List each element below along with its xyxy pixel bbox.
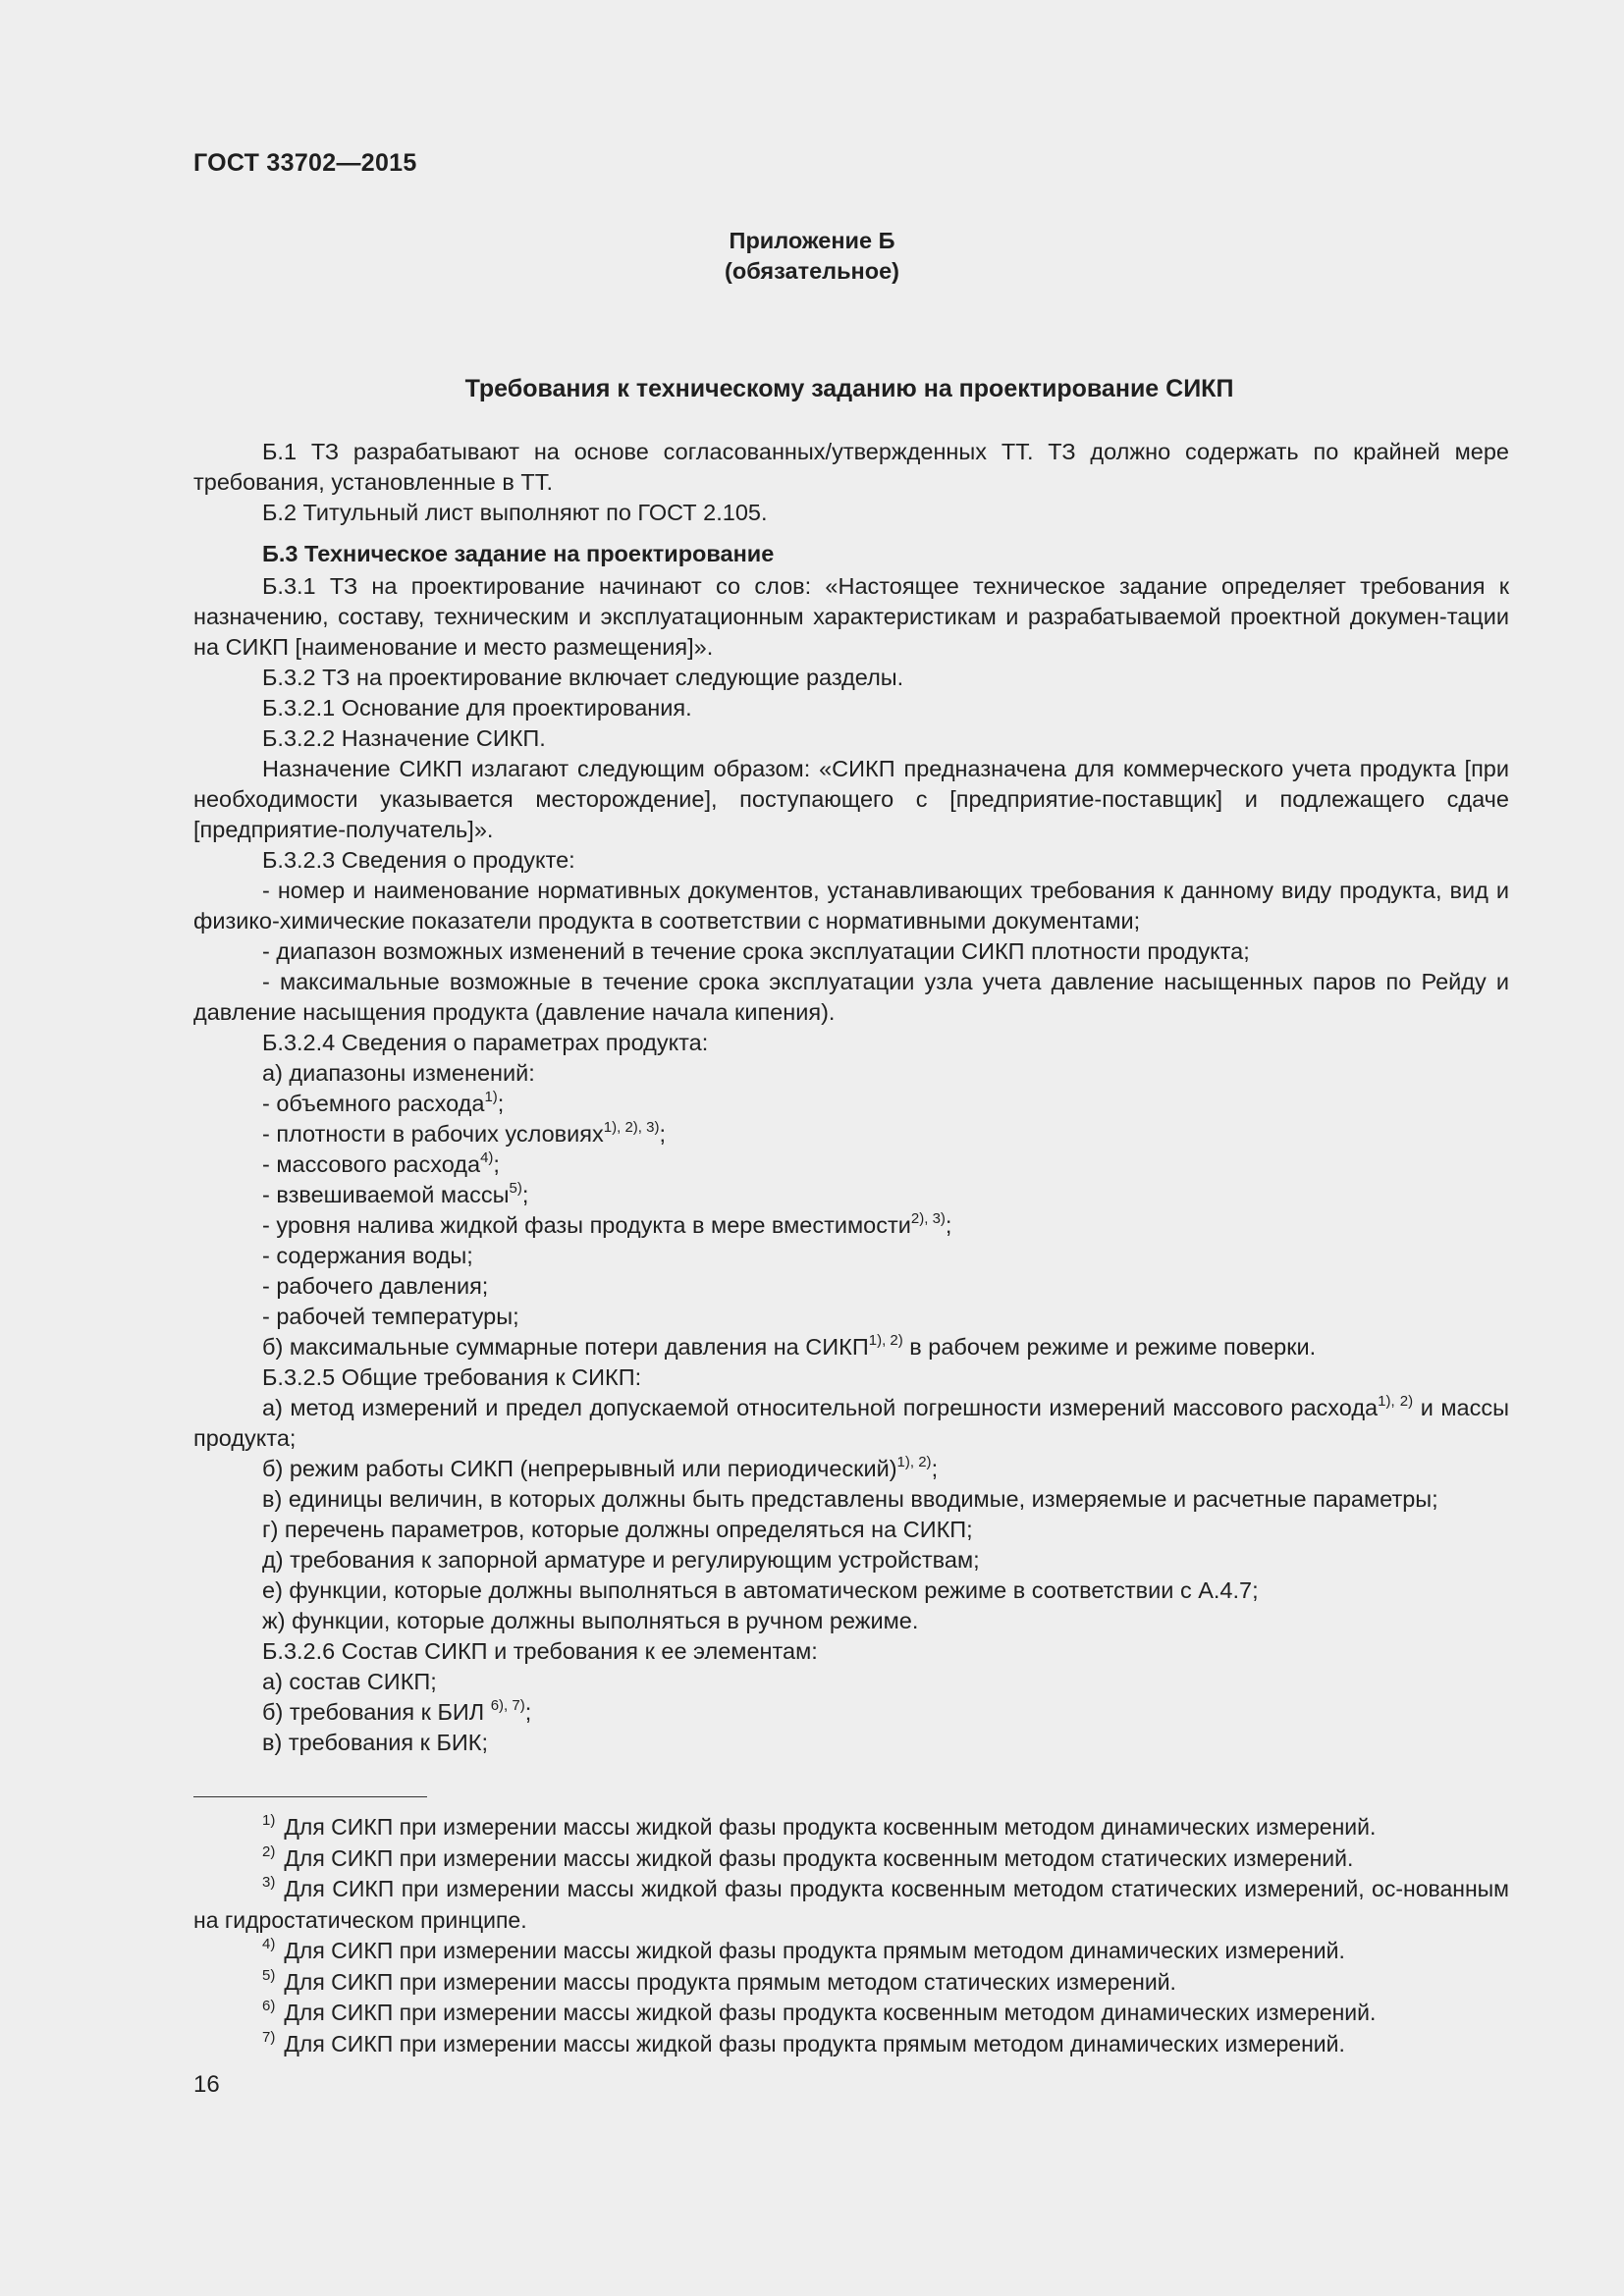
list-item-punct: ;	[521, 1182, 529, 1207]
footnote-mark: 1)	[262, 1812, 276, 1829]
list-item-punct: ;	[493, 1151, 500, 1177]
footnote	[193, 1874, 1509, 1936]
footnote-ref: 1), 2), 3)	[603, 1119, 660, 1136]
list-item-punct: ;	[524, 1699, 532, 1725]
list-item: а) диапазоны изменений:	[262, 1060, 535, 1086]
list-item-text: б) режим работы СИКП (непрерывный или периодический)	[262, 1456, 897, 1481]
list-item: - номер и наименование нормативных документов, устанавливающих требования к данному виду продукта, вид и физико-химические показатели продукта в соответствии с нормативными документами;	[193, 878, 1509, 934]
list-item	[193, 1332, 1509, 1362]
appendix-title: Приложение Б	[729, 228, 895, 253]
footnote	[193, 1998, 1509, 2029]
footnote	[193, 1812, 1509, 1843]
list-item	[193, 1454, 1509, 1484]
list-item: г) перечень параметров, которые должны определяться на СИКП;	[262, 1517, 973, 1542]
list-item-text: - взвешиваемой массы	[262, 1182, 510, 1207]
footnote-mark: 3)	[262, 1874, 276, 1891]
footnote	[193, 1843, 1509, 1875]
list-item: д) требования к запорной арматуре и регулирующим устройствам;	[262, 1547, 980, 1573]
list-item: - максимальные возможные в течение срока эксплуатации узла учета давление насыщенных паров по Рейду и давление насыщения продукта (давление начала кипения).	[193, 969, 1509, 1025]
list-item-text: - объемного расхода	[262, 1091, 485, 1116]
footnote-mark: 7)	[262, 2028, 276, 2046]
list-item-punct: ;	[945, 1212, 952, 1238]
footnote-mark: 4)	[262, 1936, 276, 1952]
appendix-heading	[0, 226, 1624, 287]
list-item: - рабочей температуры;	[262, 1304, 519, 1329]
footnote-ref: 4)	[480, 1149, 494, 1166]
footnote-ref: 2), 3)	[910, 1210, 946, 1227]
list-item-text: а) метод измерений и предел допускаемой относительной погрешности измерений массового расхода	[262, 1395, 1379, 1420]
list-item-text: - массового расхода	[262, 1151, 481, 1177]
list-item	[193, 1210, 1509, 1241]
footnote-ref: 6), 7)	[490, 1697, 525, 1714]
footnote	[193, 1967, 1509, 1999]
list-item-text: - уровня налива жидкой фазы продукта в мере вместимости	[262, 1212, 911, 1238]
list-item-punct: ;	[497, 1091, 505, 1116]
footnote-ref: 1), 2)	[868, 1332, 903, 1349]
footnote-text: Для СИКП при измерении массы жидкой фазы продукта косвенным методом динамических измерений.	[284, 1814, 1377, 1840]
list-item: ж) функции, которые должны выполняться в ручном режиме.	[262, 1608, 919, 1633]
list-item-text: в рабочем режиме и режиме поверки.	[902, 1334, 1317, 1360]
paragraph-b324: Б.3.2.4 Сведения о параметрах продукта:	[262, 1030, 709, 1055]
footnote-mark: 2)	[262, 1842, 276, 1860]
footnote-ref: 1), 2)	[1378, 1393, 1414, 1410]
list-item: - содержания воды;	[262, 1243, 473, 1268]
list-item	[193, 1393, 1509, 1454]
footnote	[193, 1936, 1509, 1967]
list-item	[193, 1089, 1509, 1119]
footnote-text: Для СИКП при измерении массы жидкой фазы продукта прямым методом динамических измерений.	[284, 1938, 1345, 1963]
paragraph-b321: Б.3.2.1 Основание для проектирования.	[262, 695, 692, 721]
list-item: - диапазон возможных изменений в течение срока эксплуатации СИКП плотности продукта;	[262, 938, 1250, 964]
list-item	[193, 1149, 1509, 1180]
footnote-ref: 1)	[484, 1089, 498, 1105]
body-text	[193, 437, 1509, 1758]
footnotes	[193, 1812, 1509, 2059]
list-item: в) требования к БИК;	[262, 1730, 488, 1755]
footnote-text: Для СИКП при измерении массы жидкой фазы продукта косвенным методом статических измерений, ос-нованным на гидростатическом принципе.	[193, 1876, 1509, 1933]
page-number: 16	[193, 2071, 220, 2098]
paragraph-b32: Б.3.2 ТЗ на проектирование включает следующие разделы.	[262, 665, 904, 690]
list-item-text: - плотности в рабочих условиях	[262, 1121, 604, 1147]
paragraph-b326: Б.3.2.6 Состав СИКП и требования к ее элементам:	[262, 1638, 818, 1664]
list-item: е) функции, которые должны выполняться в автоматическом режиме в соответствии с А.4.7;	[262, 1577, 1259, 1603]
document-title: Требования к техническому заданию на проектирование СИКП	[464, 375, 1234, 402]
list-item-text: и массы продукта;	[193, 1395, 1509, 1451]
footnote-text: Для СИКП при измерении массы продукта прямым методом статических измерений.	[284, 1968, 1176, 1995]
section-heading-b3: Б.3 Техническое задание на проектирование	[262, 541, 775, 566]
footnote-mark: 5)	[262, 1966, 276, 1984]
footnote	[193, 2029, 1509, 2060]
footnote-divider	[193, 1796, 427, 1797]
list-item-text: б) максимальные суммарные потери давления на СИКП	[262, 1334, 869, 1360]
footnote-ref: 1), 2)	[896, 1454, 932, 1470]
paragraph-b2: Б.2 Титульный лист выполняют по ГОСТ 2.105.	[262, 500, 768, 525]
footnote-text: Для СИКП при измерении массы жидкой фазы продукта косвенным методом динамических измерений.	[284, 2000, 1377, 2025]
list-item: а) состав СИКП;	[262, 1669, 437, 1694]
list-item-punct: ;	[931, 1456, 939, 1481]
list-item	[193, 1180, 1509, 1210]
footnote-text: Для СИКП при измерении массы жидкой фазы продукта прямым методом динамических измерений.	[284, 2030, 1345, 2056]
standard-code: ГОСТ 33702—2015	[193, 149, 417, 177]
list-item: в) единицы величин, в которых должны быть представлены вводимые, измеряемые и расчетные параметры;	[262, 1486, 1438, 1512]
appendix-status: (обязательное)	[725, 258, 899, 284]
list-item-text: б) требования к БИЛ	[262, 1699, 491, 1725]
paragraph-b325: Б.3.2.5 Общие требования к СИКП:	[262, 1364, 642, 1390]
paragraph-b31: Б.3.1 ТЗ на проектирование начинают со слов: «Настоящее техническое задание определяет требования к назначению, составу, техническим и эксплуатационным характеристикам и разрабатываемой проектной докумен-тации на СИКП [наименование и место размещения]».	[193, 573, 1509, 660]
list-item-punct: ;	[659, 1121, 666, 1147]
footnote-text: Для СИКП при измерении массы жидкой фазы продукта косвенным методом статических измерений.	[284, 1844, 1354, 1871]
paragraph-b1: Б.1 ТЗ разрабатывают на основе согласованных/утвержденных ТТ. ТЗ должно содержать по крайней мере требования, установленные в ТТ.	[193, 439, 1509, 495]
paragraph-b322: Б.3.2.2 Назначение СИКП.	[262, 725, 546, 751]
paragraph-b323: Б.3.2.3 Сведения о продукте:	[262, 847, 575, 873]
footnote-mark: 6)	[262, 1998, 276, 2014]
footnote-ref: 5)	[509, 1180, 522, 1197]
list-item	[193, 1697, 1509, 1728]
list-item: - рабочего давления;	[262, 1273, 489, 1299]
list-item	[193, 1119, 1509, 1149]
paragraph-b322-text: Назначение СИКП излагают следующим образом: «СИКП предназначена для коммерческого учета продукта [при необходимости указывается месторождение], поступающего с [предприятие-поставщик] и подлежащего сдаче [предприятие-получатель]».	[193, 756, 1509, 842]
